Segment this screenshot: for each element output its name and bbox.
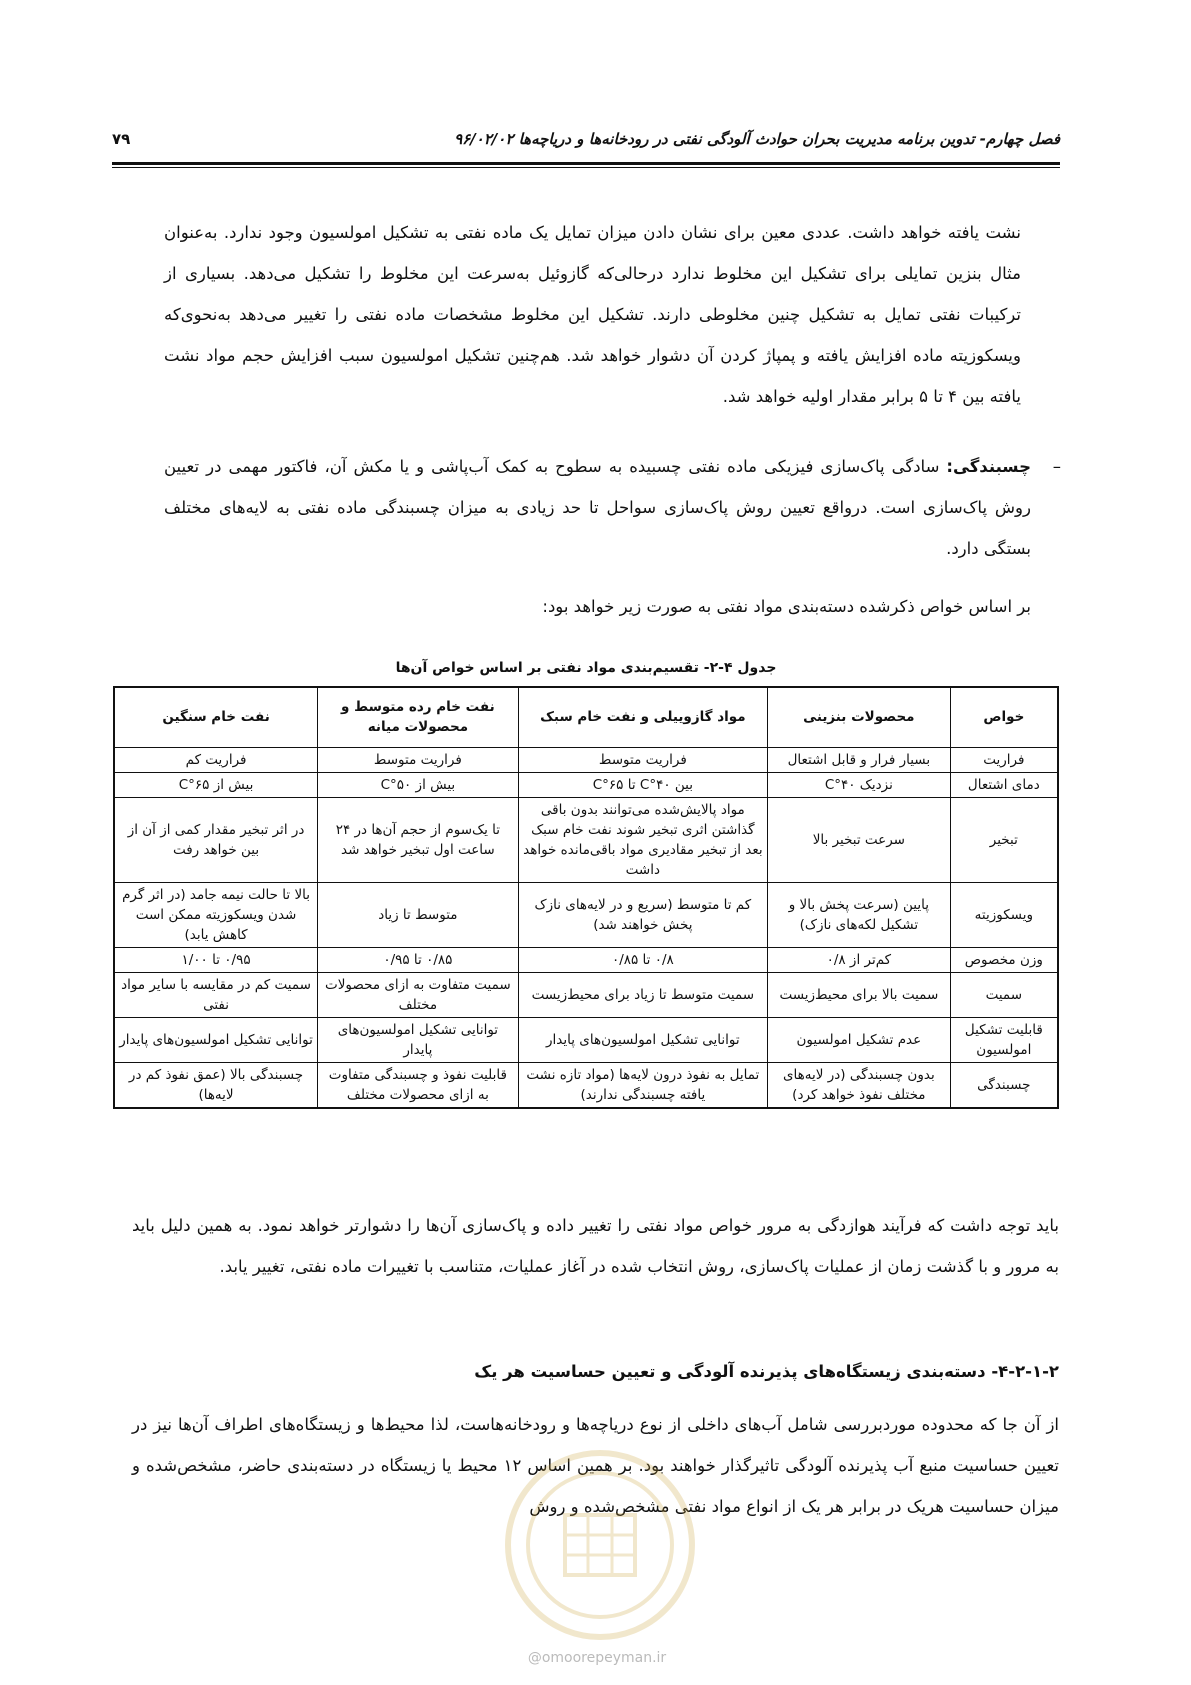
table-cell: پایین (سرعت پخش بالا و تشکیل لکه‌های نازک): [768, 882, 951, 947]
table-cell: توانایی تشکیل امولسیون‌های پایدار: [318, 1017, 519, 1062]
top-paragraph: [164, 212, 1021, 417]
table-caption: جدول ۴-۲- تقسیم‌بندی مواد نفتی بر اساس خواص آن‌ها: [395, 660, 777, 676]
table-row: [114, 747, 1058, 772]
table-cell: متوسط تا زیاد: [318, 882, 519, 947]
table-cell: بدون چسبندگی (در لایه‌های مختلف نفوذ خواهد کرد): [768, 1062, 951, 1108]
page-header: [112, 130, 1060, 158]
table-cell: وزن مخصوص: [950, 947, 1058, 972]
table-cell: ویسکوزیته: [950, 882, 1058, 947]
table-cell: قابلیت نفوذ و چسبندگی متفاوت به ازای محصولات مختلف: [318, 1062, 519, 1108]
intro-line: بر اساس خواص ذکرشده دسته‌بندی مواد نفتی به صورت زیر خواهد بود:: [542, 597, 1031, 616]
header-cell: مواد گازوییلی و نفت خام سبک: [518, 687, 767, 747]
table-cell: بیش از ۶۵°C: [114, 772, 318, 797]
table-row: [114, 1017, 1058, 1062]
table-row: [114, 882, 1058, 947]
table-cell: سمیت متوسط تا زیاد برای محیط‌زیست: [518, 972, 767, 1017]
table-cell: تمایل به نفوذ درون لایه‌ها (مواد تازه نشت یافته چسبندگی ندارند): [518, 1062, 767, 1108]
section-paragraph-text: از آن جا که محدوده موردبررسی شامل آب‌های داخلی از نوع دریاچه‌ها و رودخانه‌هاست، لذا محیط‌ها و زیستگاه‌های اطراف آن‌ها نیز در تعیین حساسیت منبع آب پذیرنده آلودگی تاثیرگذار خواهند بود. بر همین اساس ۱۲ محیط یا زیستگاه در دسته‌بندی حاضر، مشخص‌شده و میزان حساسیت هریک در برابر هر یک از انواع مواد نفتی مشخص‌شده و روش: [132, 1415, 1060, 1516]
table-cell: نزدیک ۴۰°C: [768, 772, 951, 797]
table-cell: ۰/۸۵ تا ۰/۹۵: [318, 947, 519, 972]
header-rule-thick: [112, 162, 1060, 165]
after-table-paragraph: [132, 1205, 1059, 1287]
table-cell: کم‌تر از ۰/۸: [768, 947, 951, 972]
table-cell: فراریت کم: [114, 747, 318, 772]
table-cell: بین ۴۰°C تا ۶۵°C: [518, 772, 767, 797]
bullet-text: سادگی پاک‌سازی فیزیکی ماده نفتی چسبیده به سطوح به کمک آب‌پاشی و یا مکش آن، فاکتور مهمی در تعیین روش پاک‌سازی است. درواقع تعیین روش پاک‌سازی سواحل تا حد زیادی به میزان چسبندگی ماده نفتی به لایه‌های مختلف بستگی دارد.: [164, 457, 1031, 558]
table-cell: توانایی تشکیل امولسیون‌های پایدار: [114, 1017, 318, 1062]
site-watermark: @omoorepeyman.ir: [527, 1650, 667, 1666]
table-row: [114, 772, 1058, 797]
table-cell: تبخیر: [950, 797, 1058, 882]
table-cell: بسیار فرار و قابل اشتعال: [768, 747, 951, 772]
table-row: [114, 797, 1058, 882]
page-number: ۷۹: [112, 130, 131, 148]
bullet-term: چسبندگی:: [946, 457, 1031, 476]
table-cell: بالا تا حالت نیمه جامد (در اثر گرم شدن ویسکوزیته ممکن است کاهش یابد): [114, 882, 318, 947]
table-row: [114, 972, 1058, 1017]
bullet-body: [164, 446, 1031, 569]
table-cell: دمای اشتعال: [950, 772, 1058, 797]
bullet-dash: –: [1052, 457, 1061, 476]
table-cell: توانایی تشکیل امولسیون‌های پایدار: [518, 1017, 767, 1062]
table-cell: سمیت متفاوت به ازای محصولات مختلف: [318, 972, 519, 1017]
oil-properties-table: [113, 686, 1059, 1109]
header-cell: نفت خام رده متوسط و محصولات میانه: [318, 687, 519, 747]
table-cell: چسبندگی بالا (عمق نفوذ کم در لایه‌ها): [114, 1062, 318, 1108]
table-cell: فراریت متوسط: [518, 747, 767, 772]
table-cell: فراریت متوسط: [318, 747, 519, 772]
table-cell: قابلیت تشکیل امولسیون: [950, 1017, 1058, 1062]
bullet-adhesion: [164, 446, 1061, 569]
table-cell: کم تا متوسط (سریع و در لایه‌های نازک پخش خواهند شد): [518, 882, 767, 947]
header-rule-thin: [112, 167, 1060, 168]
table-cell: سمیت: [950, 972, 1058, 1017]
section-heading: ۴-۲-۱-۲- دسته‌بندی زیستگاه‌های پذیرنده آلودگی و تعیین حساسیت هر یک: [474, 1362, 1059, 1381]
table-cell: سرعت تبخیر بالا: [768, 797, 951, 882]
seal-watermark-icon: [500, 1445, 700, 1645]
table-row: [114, 947, 1058, 972]
top-paragraph-text: نشت یافته خواهد داشت. عددی معین برای نشان دادن میزان تمایل یک ماده نفتی به تشکیل امولسیون وجود ندارد. به‌عنوان مثال بنزین تمایلی برای تشکیل این مخلوط ندارد درحالی‌که گازوئیل به‌سرعت این مخلوط را تشکیل می‌دهد. بسیاری از ترکیبات نفتی تمایل به تشکیل چنین مخلوطی دارند. تشکیل این مخلوط مشخصات ماده نفتی را تغییر می‌دهد به‌نحوی‌که ویسکوزیته ماده افزایش یافته و پمپاژ کردن آن دشوار خواهد شد. هم‌چنین تشکیل امولسیون سبب افزایش حجم مواد نشت یافته بین ۴ تا ۵ برابر مقدار اولیه خواهد شد.: [164, 223, 1021, 406]
table-cell: مواد پالایش‌شده می‌توانند بدون باقی گذاشتن اثری تبخیر شوند نفت خام سبک بعد از تبخیر مقادیری مواد باقی‌مانده خواهد داشت: [518, 797, 767, 882]
table-header-row: [114, 687, 1058, 747]
table-cell: عدم تشکیل امولسیون: [768, 1017, 951, 1062]
header-cell: محصولات بنزینی: [768, 687, 951, 747]
table-cell: سمیت کم در مقایسه با سایر مواد نفتی: [114, 972, 318, 1017]
table-cell: بیش از ۵۰°C: [318, 772, 519, 797]
table-cell: ۰/۸ تا ۰/۸۵: [518, 947, 767, 972]
header-cell: نفت خام سنگین: [114, 687, 318, 747]
table-row: [114, 1062, 1058, 1108]
table-cell: سمیت بالا برای محیط‌زیست: [768, 972, 951, 1017]
table-cell: چسبندگی: [950, 1062, 1058, 1108]
table-cell: فراریت: [950, 747, 1058, 772]
after-table-text: باید توجه داشت که فرآیند هوازدگی به مرور خواص مواد نفتی را تغییر داده و پاک‌سازی آن‌ها را دشوارتر خواهد نمود. به همین دلیل باید به مرور و با گذشت زمان از عملیات پاک‌سازی، روش انتخاب شده در آغاز عملیات، متناسب با تغییرات ماده نفتی، تغییر یابد.: [132, 1216, 1059, 1276]
table-cell: ۰/۹۵ تا ۱/۰۰: [114, 947, 318, 972]
table-cell: تا یک‌سوم از حجم آن‌ها در ۲۴ ساعت اول تبخیر خواهد شد: [318, 797, 519, 882]
chapter-title: فصل چهارم- تدوین برنامه مدیریت بحران حوادث آلودگی نفتی در رودخانه‌ها و دریاچه‌ها ۹۶/۰۲/۰۲: [454, 130, 1060, 148]
table-cell: در اثر تبخیر مقدار کمی از آن از بین خواهد رفت: [114, 797, 318, 882]
header-cell: خواص: [950, 687, 1058, 747]
